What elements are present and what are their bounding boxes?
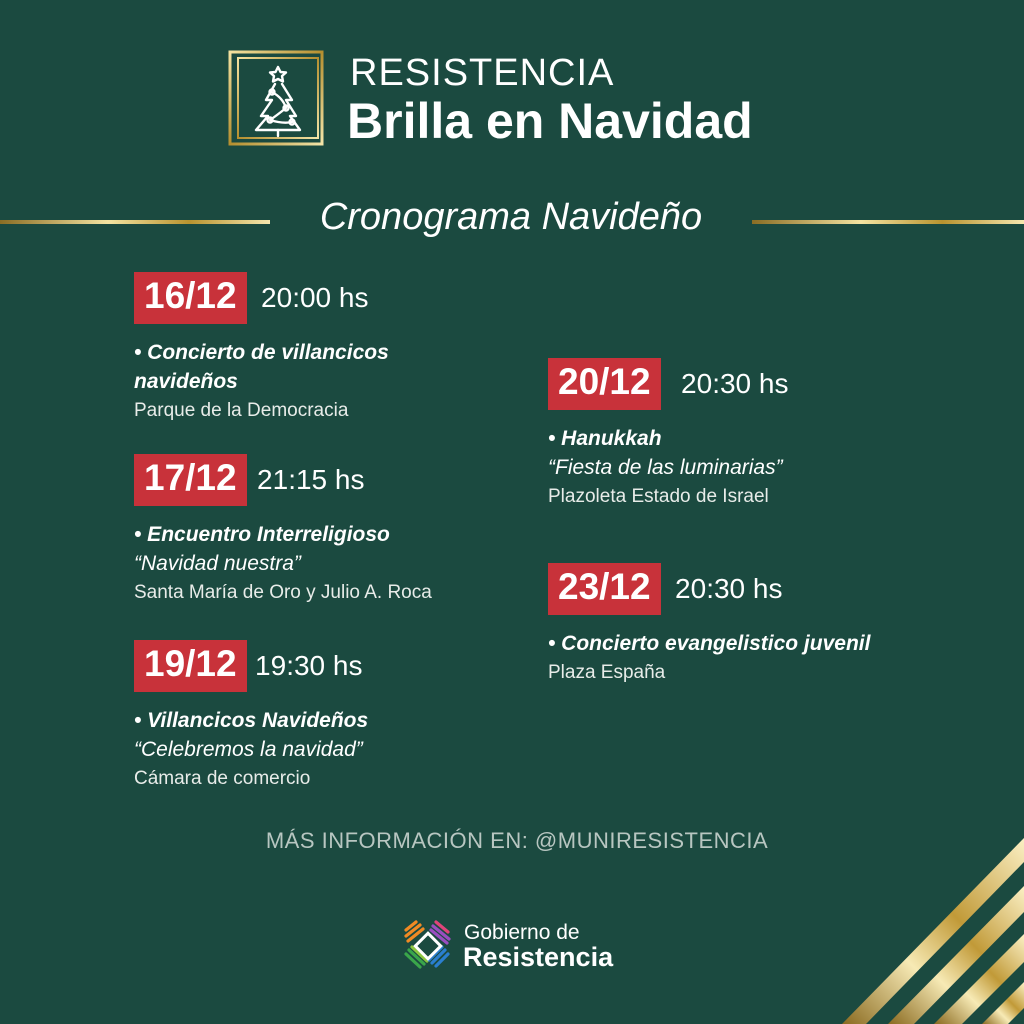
event-19-12 [134,640,368,794]
event-20-12 [548,358,788,512]
gold-rule-right [752,220,1024,224]
event-subtitle: “Navidad nuestra” [134,552,301,575]
subtitle-cronograma: Cronograma Navideño [319,196,703,238]
event-place: Plazoleta Estado de Israel [548,486,769,507]
event-place: Cámara de comercio [134,768,311,789]
more-info-text: MÁS INFORMACIÓN EN: @MUNIRESISTENCIA [265,828,769,853]
title-brilla-en-navidad: Brilla en Navidad [347,93,753,149]
date-badge: 23/12 [548,563,661,615]
event-subtitle: “Fiesta de las luminarias” [548,456,783,479]
event-17-12 [134,454,432,608]
date-badge: 19/12 [134,640,247,692]
event-place: Parque de la Democracia [134,400,349,421]
gobierno-resistencia-logo-icon [402,920,454,972]
footer-resistencia: Resistencia [463,942,614,972]
date-badge: 17/12 [134,454,247,506]
event-time: 20:30 hs [675,573,783,604]
event-time: 20:00 hs [261,282,369,313]
event-time: 21:15 hs [257,464,365,495]
event-title: • Hanukkah [548,427,662,450]
event-title: • Concierto evangelistico juvenil [548,632,871,655]
event-time: 20:30 hs [681,368,789,399]
christmas-tree-icon [228,50,324,146]
date-badge: 16/12 [134,272,247,324]
event-place: Santa María de Oro y Julio A. Roca [134,582,432,603]
event-23-12 [548,563,870,688]
event-subtitle: “Celebremos la navidad” [134,738,363,761]
title-resistencia: RESISTENCIA [350,52,615,94]
event-place: Plaza España [548,662,666,683]
event-16-12 [134,272,389,426]
event-time: 19:30 hs [255,650,363,681]
event-title: • Villancicos Navideños [134,709,369,732]
footer-gobierno-de: Gobierno de [464,921,580,944]
gold-rule-left [0,220,270,224]
date-badge: 20/12 [548,358,661,410]
event-title: • Encuentro Interreligioso [134,523,390,546]
event-title: • Concierto de villancicos navideños [134,341,389,393]
